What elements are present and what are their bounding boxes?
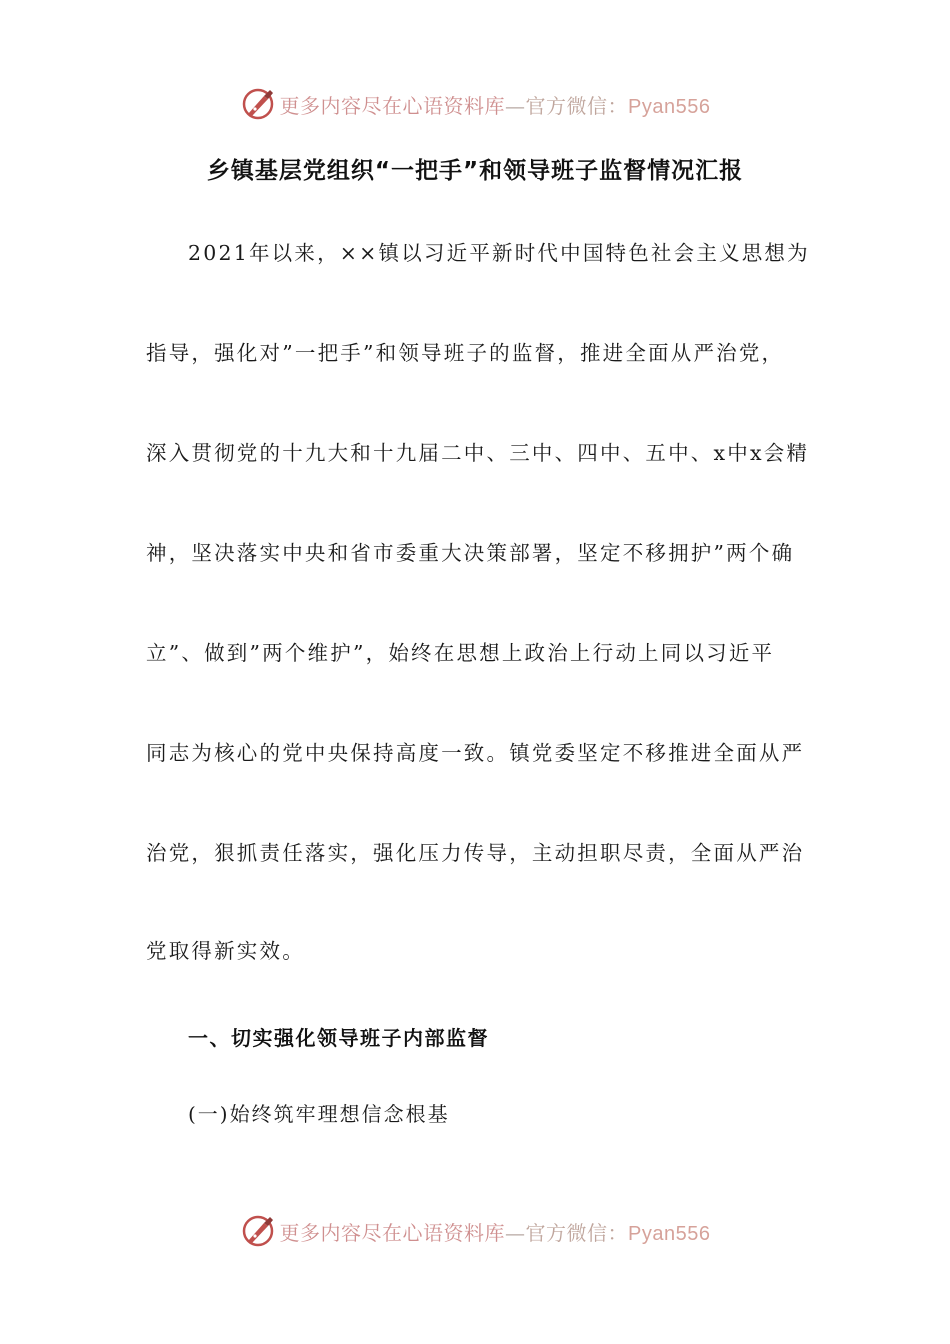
banner-wechat-label: 官方微信： [525, 93, 629, 118]
banner-dash: — [505, 93, 526, 118]
paragraph-line: 指导，强化对”一把手”和领导班子的监督，推进全面从严治党， [146, 341, 785, 365]
document-title: 乡镇基层党组织“一把手”和领导班子监督情况汇报 [206, 158, 744, 184]
footer-watermark-banner [0, 1211, 950, 1251]
banner-site-name: 更多内容尽在心语资料库 [279, 93, 506, 118]
banner-wechat-label: 官方微信： [525, 1220, 629, 1245]
paragraph-line: 同志为核心的党中央保持高度一致。镇党委坚定不移推进全面从严 [146, 741, 805, 765]
banner-wechat-id: Pyan556 [628, 95, 711, 118]
banner-wechat-id: Pyan556 [628, 1222, 711, 1245]
paragraph-line: 党取得新实效。 [146, 939, 305, 963]
paragraph-line: 2021年以来，××镇以习近平新时代中国特色社会主义思想为 [188, 241, 810, 265]
paragraph-line: 神，坚决落实中央和省市委重大决策部署，坚定不移拥护”两个确 [146, 541, 795, 565]
paragraph-line: 立”、做到”两个维护”，始终在思想上政治上行动上同以习近平 [146, 641, 775, 665]
section-heading: 一、切实强化领导班子内部监督 [188, 1026, 489, 1050]
banner-dash: — [505, 1220, 526, 1245]
pen-nib-logo-icon [240, 1213, 276, 1249]
paragraph-line: 治党，狠抓责任落实，强化压力传导，主动担职尽责，全面从严治 [146, 841, 805, 865]
banner-text [280, 90, 711, 119]
banner-text [280, 1217, 711, 1246]
header-watermark-banner [0, 84, 950, 124]
pen-nib-logo-icon [240, 86, 276, 122]
subsection-heading: (一)始终筑牢理想信念根基 [188, 1102, 450, 1126]
paragraph-line: 深入贯彻党的十九大和十九届二中、三中、四中、五中、x中x会精 [146, 441, 810, 465]
banner-site-name: 更多内容尽在心语资料库 [279, 1220, 506, 1245]
